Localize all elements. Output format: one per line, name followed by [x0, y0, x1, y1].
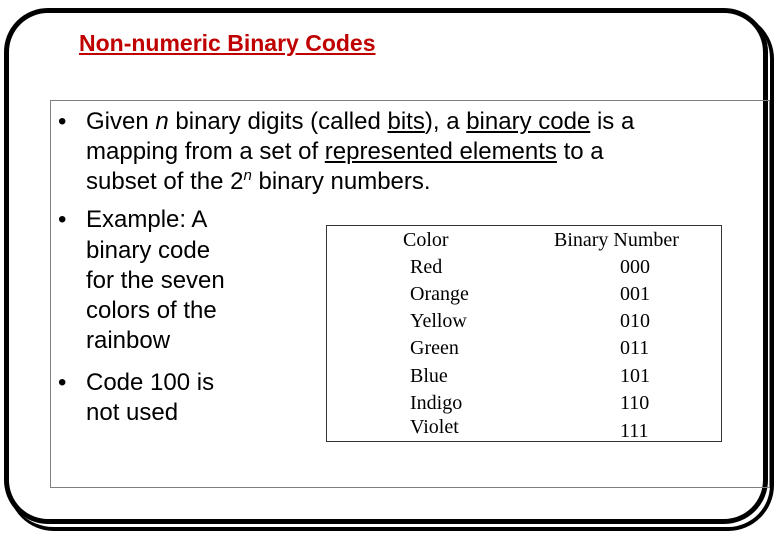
text: Given: [86, 108, 156, 135]
text: ), a: [424, 108, 467, 135]
table-cell-color: Blue: [410, 365, 448, 387]
table-cell-code: 111: [620, 420, 649, 442]
color-code-table: [326, 225, 722, 442]
bullet-2-line-1: Example: A: [86, 206, 208, 233]
bullet-2-line-3: for the seven: [86, 267, 225, 294]
table-cell-code: 101: [620, 365, 650, 387]
bullet-1-dot: •: [58, 108, 67, 135]
table-header-color: Color: [403, 229, 449, 251]
text: binary numbers.: [251, 168, 431, 195]
text: mapping from a set of: [86, 138, 325, 165]
term-represented-elements: represented elements: [324, 138, 557, 165]
bullet-2-line-2: binary code: [86, 237, 211, 264]
table-header-binary-number: Binary Number: [554, 229, 679, 251]
table-cell-code: 010: [620, 310, 650, 332]
bullet-2-dot: •: [58, 206, 67, 233]
text: subset of the 2: [86, 168, 244, 195]
slide-title: Non-numeric Binary Codes: [79, 30, 376, 56]
bullet-3-dot: •: [58, 369, 67, 396]
table-cell-color: Violet: [410, 416, 459, 438]
text-n: n: [155, 108, 169, 135]
term-bits: bits: [387, 108, 425, 135]
bullet-2-line-5: rainbow: [86, 327, 171, 354]
text: is a: [590, 108, 635, 135]
table-cell-color: Red: [410, 256, 443, 278]
bullet-1-line-2: [86, 137, 604, 167]
term-binary-code: binary code: [466, 108, 591, 135]
bullet-3-line-2: not used: [86, 399, 179, 426]
bullet-3-line-1: Code 100 is: [86, 369, 215, 396]
superscript-n: n: [243, 167, 252, 184]
table-cell-code: 110: [620, 392, 650, 414]
table-cell-color: Indigo: [410, 392, 463, 414]
bullet-2-line-4: colors of the: [86, 297, 217, 324]
table-cell-code: 011: [620, 337, 650, 359]
text: to a: [556, 138, 604, 165]
table-cell-code: 000: [620, 256, 650, 278]
table-cell-color: Yellow: [410, 310, 467, 332]
table-cell-code: 001: [620, 283, 650, 305]
bullet-1-line-3: [86, 167, 431, 197]
text: binary digits (called: [168, 108, 388, 135]
table-cell-color: Orange: [410, 283, 469, 305]
table-cell-color: Green: [410, 337, 459, 359]
bullet-1-line-1: [86, 107, 634, 137]
